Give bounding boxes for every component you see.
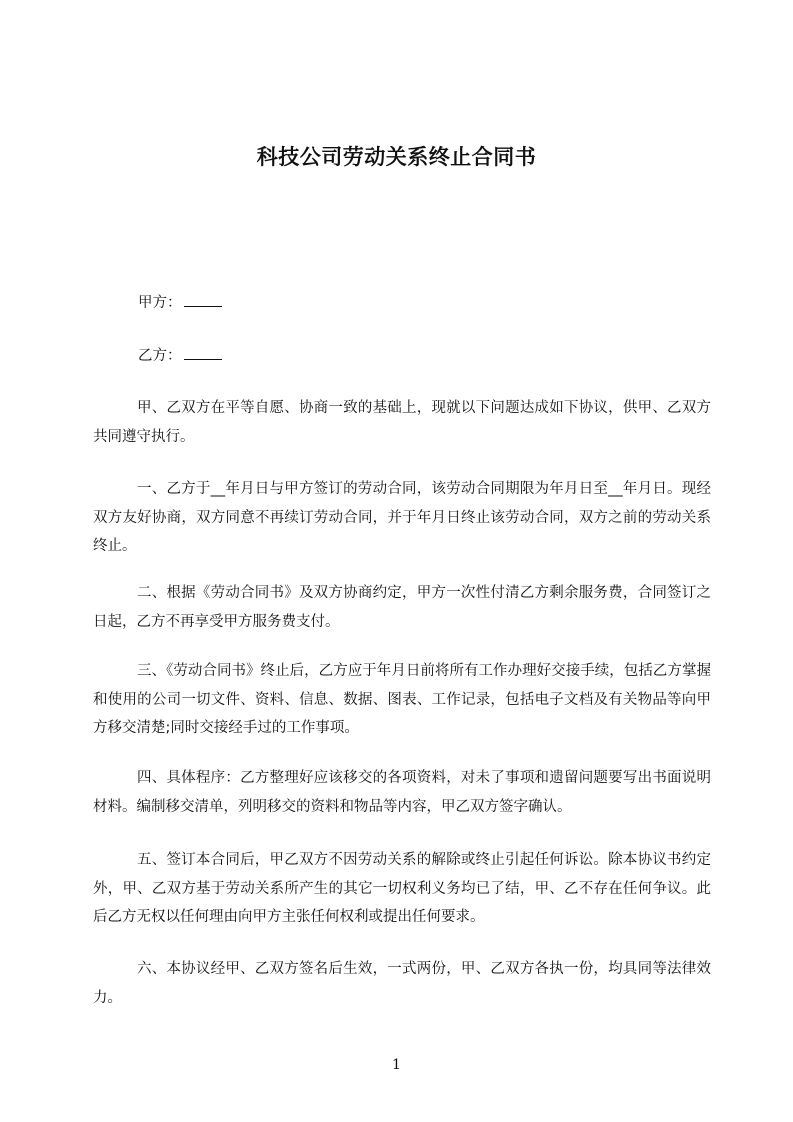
paragraph-clause-3: 三、《劳动合同书》终止后，乙方应于年月日前将所有工作办理好交接手续，包括乙方掌握和使用的公司一切文件、资料、信息、数据、图表、工作记录，包括电子文档及有关物品等向甲方移交清楚;同时交接经手过的工作事项。 [93, 663, 711, 736]
page-number: 1 [392, 1057, 401, 1073]
paragraph-clause-6: 六、本协议经甲、乙双方签名后生效，一式两份，甲、乙双方各执一份，均具同等法律效力。 [93, 961, 711, 1006]
party-b-line [138, 345, 222, 366]
paragraph-clause-1: 一、乙方于__年月日与甲方签订的劳动合同，该劳动合同期限为年月日至__年月日。现经双方友好协商，双方同意不再续订劳动合同，并于年月日终止该劳动合同，双方之前的劳动关系终止。 [93, 481, 711, 554]
party-a-line [138, 292, 222, 313]
paragraph-clause-5: 五、签订本合同后，甲乙双方不因劳动关系的解除或终止引起任何诉讼。除本协议书约定外，甲、乙双方基于劳动关系所产生的其它一切权利义务均已了结，甲、乙不存在任何争议。此后乙方无权以任何理由向甲方主张任何权利或提出任何要求。 [93, 852, 711, 925]
paragraph-clause-4: 四、具体程序：乙方整理好应该移交的各项资料，对未了事项和遗留问题要写出书面说明材料。编制移交清单，列明移交的资料和物品等内容，甲乙双方签字确认。 [93, 770, 711, 815]
party-a-blank [184, 292, 222, 307]
document-title: 科技公司劳动关系终止合同书 [256, 145, 537, 169]
party-b-blank [184, 345, 222, 360]
party-b-label: 乙方： [138, 348, 182, 364]
paragraph-preamble: 甲、乙双方在平等自愿、协商一致的基础上，现就以下问题达成如下协议，供甲、乙双方共同遵守执行。 [93, 400, 711, 445]
party-a-label: 甲方： [138, 295, 182, 311]
paragraph-clause-2: 二、根据《劳动合同书》及双方协商约定，甲方一次性付清乙方剩余服务费，合同签订之日起，乙方不再享受甲方服务费支付。 [93, 585, 711, 630]
